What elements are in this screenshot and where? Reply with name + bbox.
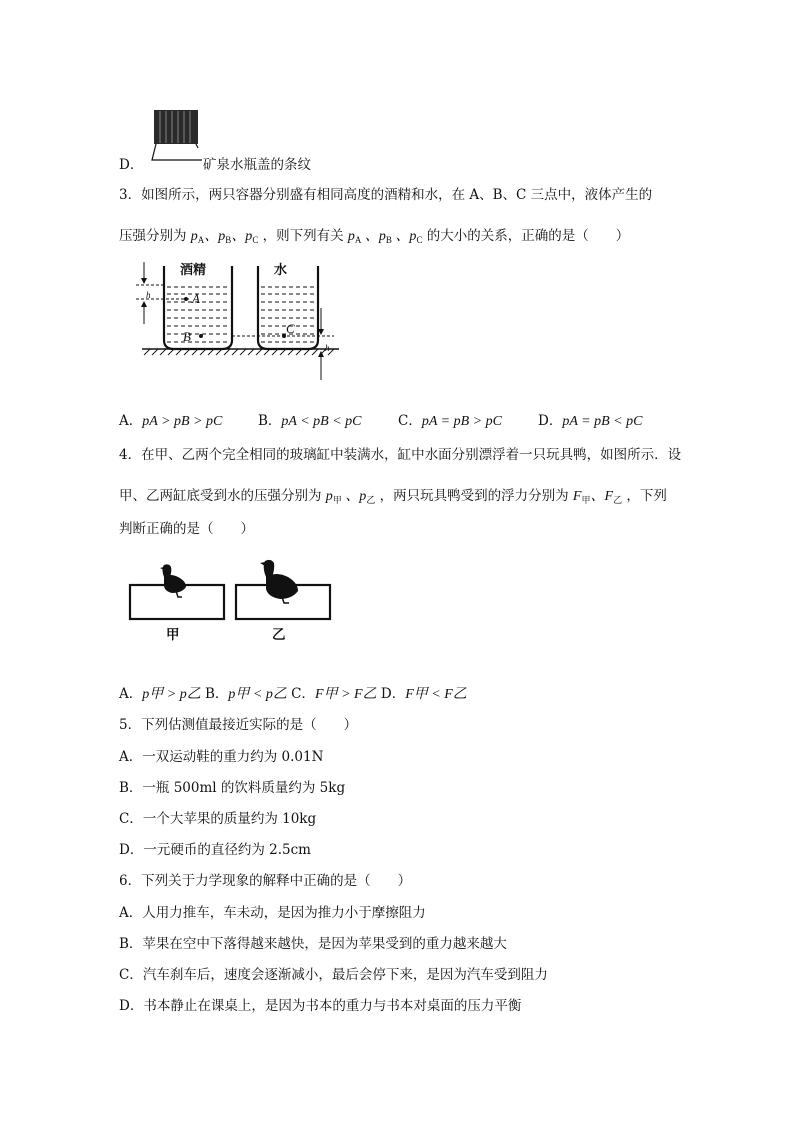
q3-stem-line1: 3．如图所示，两只容器分别盛有相同高度的酒精和水，在 A、B、C 三点中，液体产生的 <box>119 187 653 203</box>
q3-containers-figure <box>134 256 344 386</box>
q3-pressure-symbols-2: $p_A$ 、$p_B$ 、$p_C$ <box>347 229 423 245</box>
q3-line2-prefix: 压强分别为 <box>119 228 187 244</box>
duck-icon-right <box>260 560 298 603</box>
q4-option-c[interactable]: C．F甲 > F乙 <box>291 686 377 702</box>
q3-stem-line2 <box>119 227 629 249</box>
q4-stem-line1: 4．在甲、乙两个完全相同的玻璃缸中装满水，缸中水面分别漂浮着一只玩具鸭，如图所示．设 <box>119 447 682 463</box>
q4-pressure-symbols: $p_甲$ 、$p_乙$ <box>325 489 376 505</box>
q6-option-d[interactable]: D．书本静止在课桌上，是因为书本的重力与书本对桌面的压力平衡 <box>119 998 522 1014</box>
q4-tanks-figure <box>126 555 336 645</box>
q3-h-label-left: h <box>146 290 151 300</box>
q3-pressure-symbols-1: $p_A$、$p_B$、$p_C$ <box>190 229 259 245</box>
q4-label-jia: 甲 <box>166 627 180 643</box>
q3-option-d[interactable]: D．pA = pB < pC <box>538 413 643 429</box>
q5-stem: 5．下列估测值最接近实际的是（ ） <box>119 717 358 733</box>
q3-line2-mid: ，则下列有关 <box>262 228 344 244</box>
q4-option-b[interactable]: B．p甲 < p乙 <box>205 686 287 702</box>
q3-h-label-right: h <box>325 343 330 353</box>
q3-point-c-label: C <box>286 321 295 336</box>
q3-point-b-label: B <box>183 329 191 344</box>
q4-stem-line2: 甲、乙两缸底受到水的压强分别为 $p_甲$ 、$p_乙$ ，两只玩具鸭受到的浮力分别为 $F_甲$、$F_乙$ ，下列 <box>119 488 667 505</box>
q3-label-water: 水 <box>274 263 288 278</box>
q3-option-c[interactable]: C．pA = pB > pC <box>398 413 502 429</box>
q4-option-d[interactable]: D．F甲 < F乙 <box>380 686 467 702</box>
q2-option-d-label: D． <box>119 157 144 173</box>
bottle-cap-figure <box>150 108 206 164</box>
q6-option-b[interactable]: B．苹果在空中下落得越来越快，是因为苹果受到的重力越来越大 <box>119 936 507 952</box>
q4-option-a[interactable]: A．p甲 > p乙 <box>119 686 201 702</box>
q5-option-c[interactable]: C．一个大苹果的质量约为 10kg <box>119 811 317 827</box>
duck-icon-left <box>160 564 186 597</box>
q6-option-a[interactable]: A．人用力推车，车未动，是因为推力小于摩擦阻力 <box>119 905 426 921</box>
q5-option-d[interactable]: D．一元硬币的直径约为 2.5cm <box>119 842 311 858</box>
q3-option-b[interactable]: B．pA < pB < pC <box>258 413 362 429</box>
q4-buoyancy-symbols: $F_甲$、$F_乙$ <box>572 489 623 505</box>
q3-point-a-label: A <box>192 291 200 306</box>
q2-option-d-text: 矿泉水瓶盖的条纹 <box>203 157 311 173</box>
q4-options-row <box>119 685 467 704</box>
q4-stem-line3: 判断正确的是（ ） <box>119 521 254 537</box>
q3-option-a[interactable]: A．pA > pB > pC <box>119 413 223 429</box>
q6-option-c[interactable]: C．汽车刹车后，速度会逐渐减小，最后会停下来，是因为汽车受到阻力 <box>119 967 548 983</box>
q3-label-alcohol: 酒精 <box>180 263 207 278</box>
q4-label-yi: 乙 <box>272 627 286 643</box>
q3-line2-suffix: 的大小的关系，正确的是（ ） <box>426 228 630 244</box>
q6-stem: 6．下列关于力学现象的解释中正确的是（ ） <box>119 873 412 889</box>
q5-option-a[interactable]: A．一双运动鞋的重力约为 0.01N <box>119 749 324 765</box>
q5-option-b[interactable]: B．一瓶 500ml 的饮料质量约为 5kg <box>119 780 346 796</box>
